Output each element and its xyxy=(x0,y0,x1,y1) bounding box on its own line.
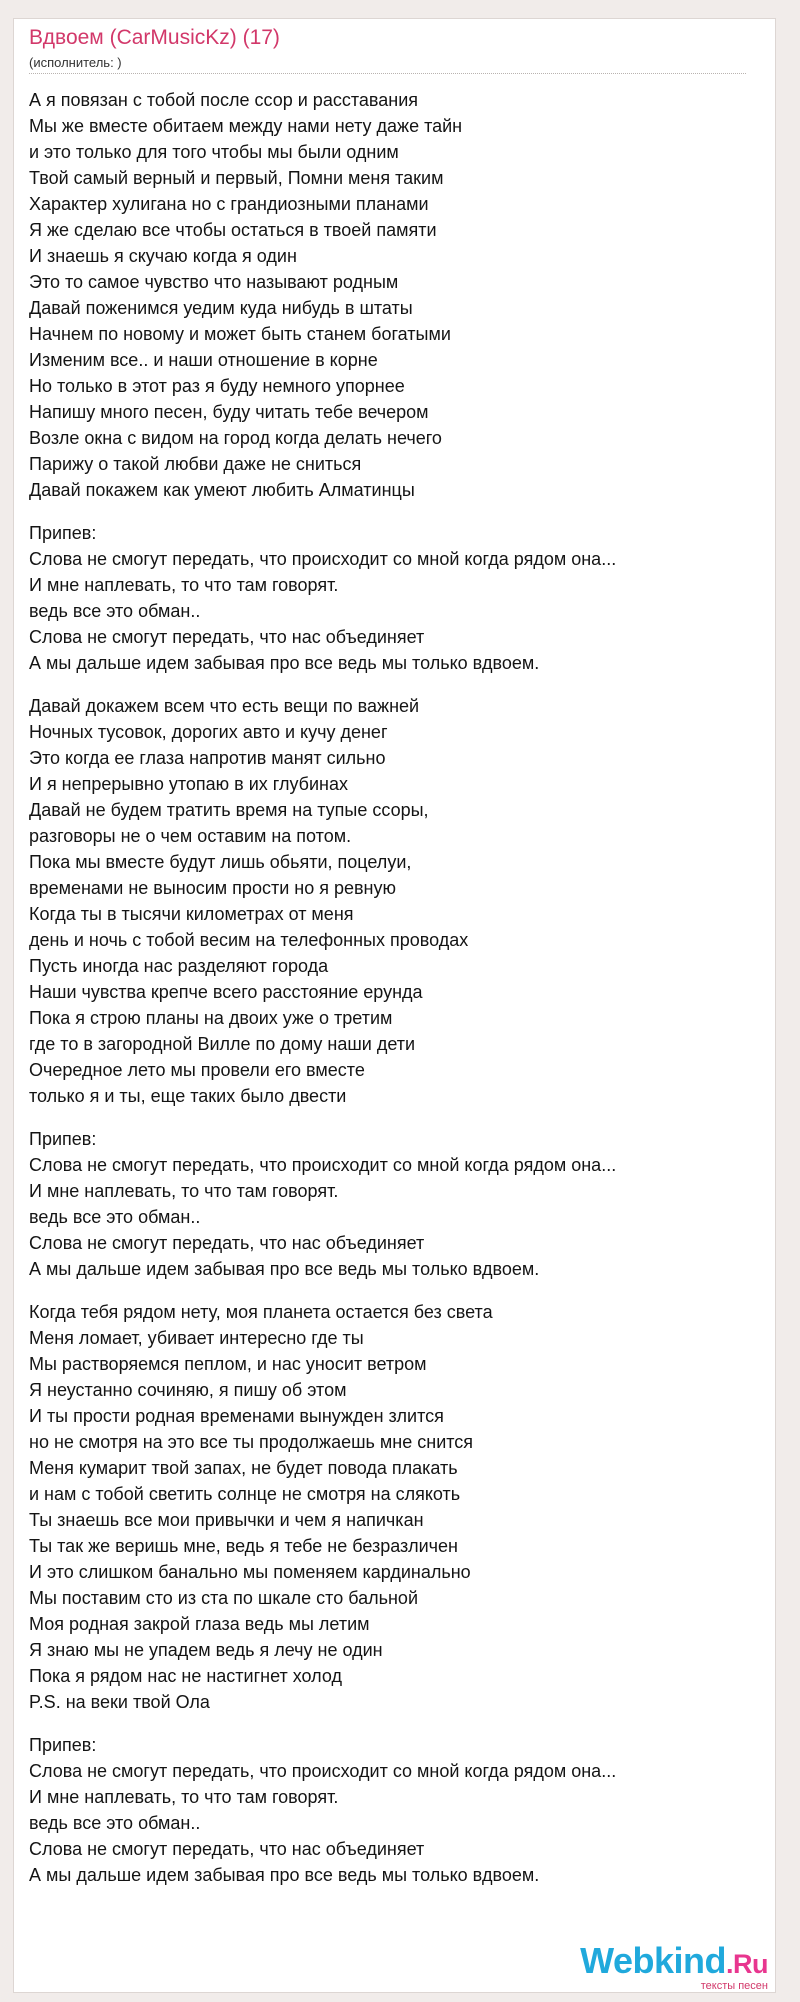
lyric-line: И мне наплевать, то что там говорят. xyxy=(29,575,339,595)
stanza-gap xyxy=(29,1109,749,1126)
lyric-line: Моя родная закрой глаза ведь мы летим xyxy=(29,1614,370,1634)
lyric-line: А я повязан с тобой после ссор и расставания xyxy=(29,90,418,110)
lyric-line: Но только в этот раз я буду немного упорнее xyxy=(29,376,405,396)
lyric-line: И я непрерывно утопаю в их глубинах xyxy=(29,774,348,794)
lyric-line: Когда тебя рядом нету, моя планета остается без света xyxy=(29,1302,493,1322)
lyric-line: А мы дальше идем забывая про все ведь мы только вдвоем. xyxy=(29,1259,540,1279)
lyric-line: Слова не смогут передать, что нас объединяет xyxy=(29,1839,425,1859)
lyric-line: Напишу много песен, буду читать тебе вечером xyxy=(29,402,429,422)
lyric-line: но не смотря на это все ты продолжаешь мне снится xyxy=(29,1432,474,1452)
lyric-line: И это слишком банально мы поменяем кардинально xyxy=(29,1562,471,1582)
lyric-line: Пусть иногда нас разделяют города xyxy=(29,956,329,976)
lyric-line: и это только для того чтобы мы были одним xyxy=(29,142,399,162)
lyric-line: Слова не смогут передать, что нас объединяет xyxy=(29,1233,425,1253)
lyric-line: И знаешь я скучаю когда я один xyxy=(29,246,297,266)
lyric-line: Мы же вместе обитаем между нами нету даже тайн xyxy=(29,116,463,136)
lyric-line: А мы дальше идем забывая про все ведь мы только вдвоем. xyxy=(29,653,540,673)
lyric-line: Ты знаешь все мои привычки и чем я напичкан xyxy=(29,1510,424,1530)
webkind-logo xyxy=(580,1940,768,1982)
lyric-line: Твой самый верный и первый, Помни меня таким xyxy=(29,168,444,188)
logo-suffix: .Ru xyxy=(726,1949,768,1979)
lyric-line: ведь все это обман.. xyxy=(29,1207,201,1227)
lyric-line: временами не выносим прости но я ревную xyxy=(29,878,396,898)
chorus-label: Припев: xyxy=(29,523,97,543)
lyric-line: Я знаю мы не упадем ведь я лечу не один xyxy=(29,1640,383,1660)
lyric-line: ведь все это обман.. xyxy=(29,1813,201,1833)
lyric-line: разговоры не о чем оставим на потом. xyxy=(29,826,352,846)
lyric-line: Давай покажем как умеют любить Алматинцы xyxy=(29,480,415,500)
lyric-line: и нам с тобой светить солнце не смотря на слякоть xyxy=(29,1484,461,1504)
lyric-line: Мы поставим сто из ста по шкале сто бальной xyxy=(29,1588,418,1608)
lyric-line: Когда ты в тысячи километрах от меня xyxy=(29,904,354,924)
lyric-line: А мы дальше идем забывая про все ведь мы только вдвоем. xyxy=(29,1865,540,1885)
lyric-line: Начнем по новому и может быть станем богатыми xyxy=(29,324,451,344)
stanza-gap xyxy=(29,1282,749,1299)
lyric-line: Меня ломает, убивает интересно где ты xyxy=(29,1328,364,1348)
stanza-gap xyxy=(29,1715,749,1732)
chorus-label: Припев: xyxy=(29,1129,97,1149)
lyric-line: Ночных тусовок, дорогих авто и кучу денег xyxy=(29,722,388,742)
performer-label: (исполнитель: ) xyxy=(29,55,122,70)
lyric-line: Меня кумарит твой запах, не будет повода плакать xyxy=(29,1458,458,1478)
logo-tagline: тексты песен xyxy=(700,1980,768,1992)
lyric-line: Ты так же веришь мне, ведь я тебе не безразличен xyxy=(29,1536,458,1556)
lyric-line: Я неустанно сочиняю, я пишу об этом xyxy=(29,1380,347,1400)
lyric-line: день и ночь с тобой весим на телефонных проводах xyxy=(29,930,469,950)
lyric-line: Мы растворяемся пеплом, и нас уносит ветром xyxy=(29,1354,427,1374)
lyric-line: Слова не смогут передать, что происходит со мной когда рядом она... xyxy=(29,1761,617,1781)
stanza-gap xyxy=(29,503,749,520)
lyric-line: Это то самое чувство что называют родным xyxy=(29,272,399,292)
lyric-line: ведь все это обман.. xyxy=(29,601,201,621)
lyric-line: И мне наплевать, то что там говорят. xyxy=(29,1181,339,1201)
title-divider xyxy=(29,73,746,74)
lyric-line: Наши чувства крепче всего расстояние ерунда xyxy=(29,982,423,1002)
lyric-line: Слова не смогут передать, что происходит со мной когда рядом она... xyxy=(29,549,617,569)
lyric-line: P.S. на веки твой Ола xyxy=(29,1692,210,1712)
lyric-line: И ты прости родная временами вынужден злится xyxy=(29,1406,444,1426)
stanza-gap xyxy=(29,676,749,693)
lyric-line: Слова не смогут передать, что происходит со мной когда рядом она... xyxy=(29,1155,617,1175)
lyric-line: И мне наплевать, то что там говорят. xyxy=(29,1787,339,1807)
logo-main: Webkind xyxy=(580,1940,726,1981)
lyric-line: Очередное лето мы провели его вместе xyxy=(29,1060,365,1080)
chorus-label: Припев: xyxy=(29,1735,97,1755)
lyrics-text xyxy=(29,87,749,1888)
lyric-line: Давай не будем тратить время на тупые ссоры, xyxy=(29,800,429,820)
webkind-watermark xyxy=(580,1940,768,1992)
lyric-line: Пока я рядом нас не настигнет холод xyxy=(29,1666,342,1686)
lyric-line: Давай докажем всем что есть вещи по важней xyxy=(29,696,420,716)
lyric-line: Пока я строю планы на двоих уже о третим xyxy=(29,1008,393,1028)
lyric-line: Пока мы вместе будут лишь обьяти, поцелуи, xyxy=(29,852,412,872)
lyric-line: Слова не смогут передать, что нас объединяет xyxy=(29,627,425,647)
lyric-line: только я и ты, еще таких было двести xyxy=(29,1086,347,1106)
lyric-line: где то в загородной Вилле по дому наши дети xyxy=(29,1034,416,1054)
lyric-line: Возле окна с видом на город когда делать нечего xyxy=(29,428,442,448)
lyric-line: Давай поженимся уедим куда нибудь в штаты xyxy=(29,298,413,318)
lyric-line: Изменим все.. и наши отношение в корне xyxy=(29,350,378,370)
lyric-line: Я же сделаю все чтобы остаться в твоей памяти xyxy=(29,220,437,240)
lyric-line: Характер хулигана но с грандиозными планами xyxy=(29,194,429,214)
lyric-line: Это когда ее глаза напротив манят сильно xyxy=(29,748,386,768)
song-title: Вдвоем (CarMusicKz) (17) xyxy=(29,26,280,49)
lyric-line: Парижу о такой любви даже не сниться xyxy=(29,454,362,474)
